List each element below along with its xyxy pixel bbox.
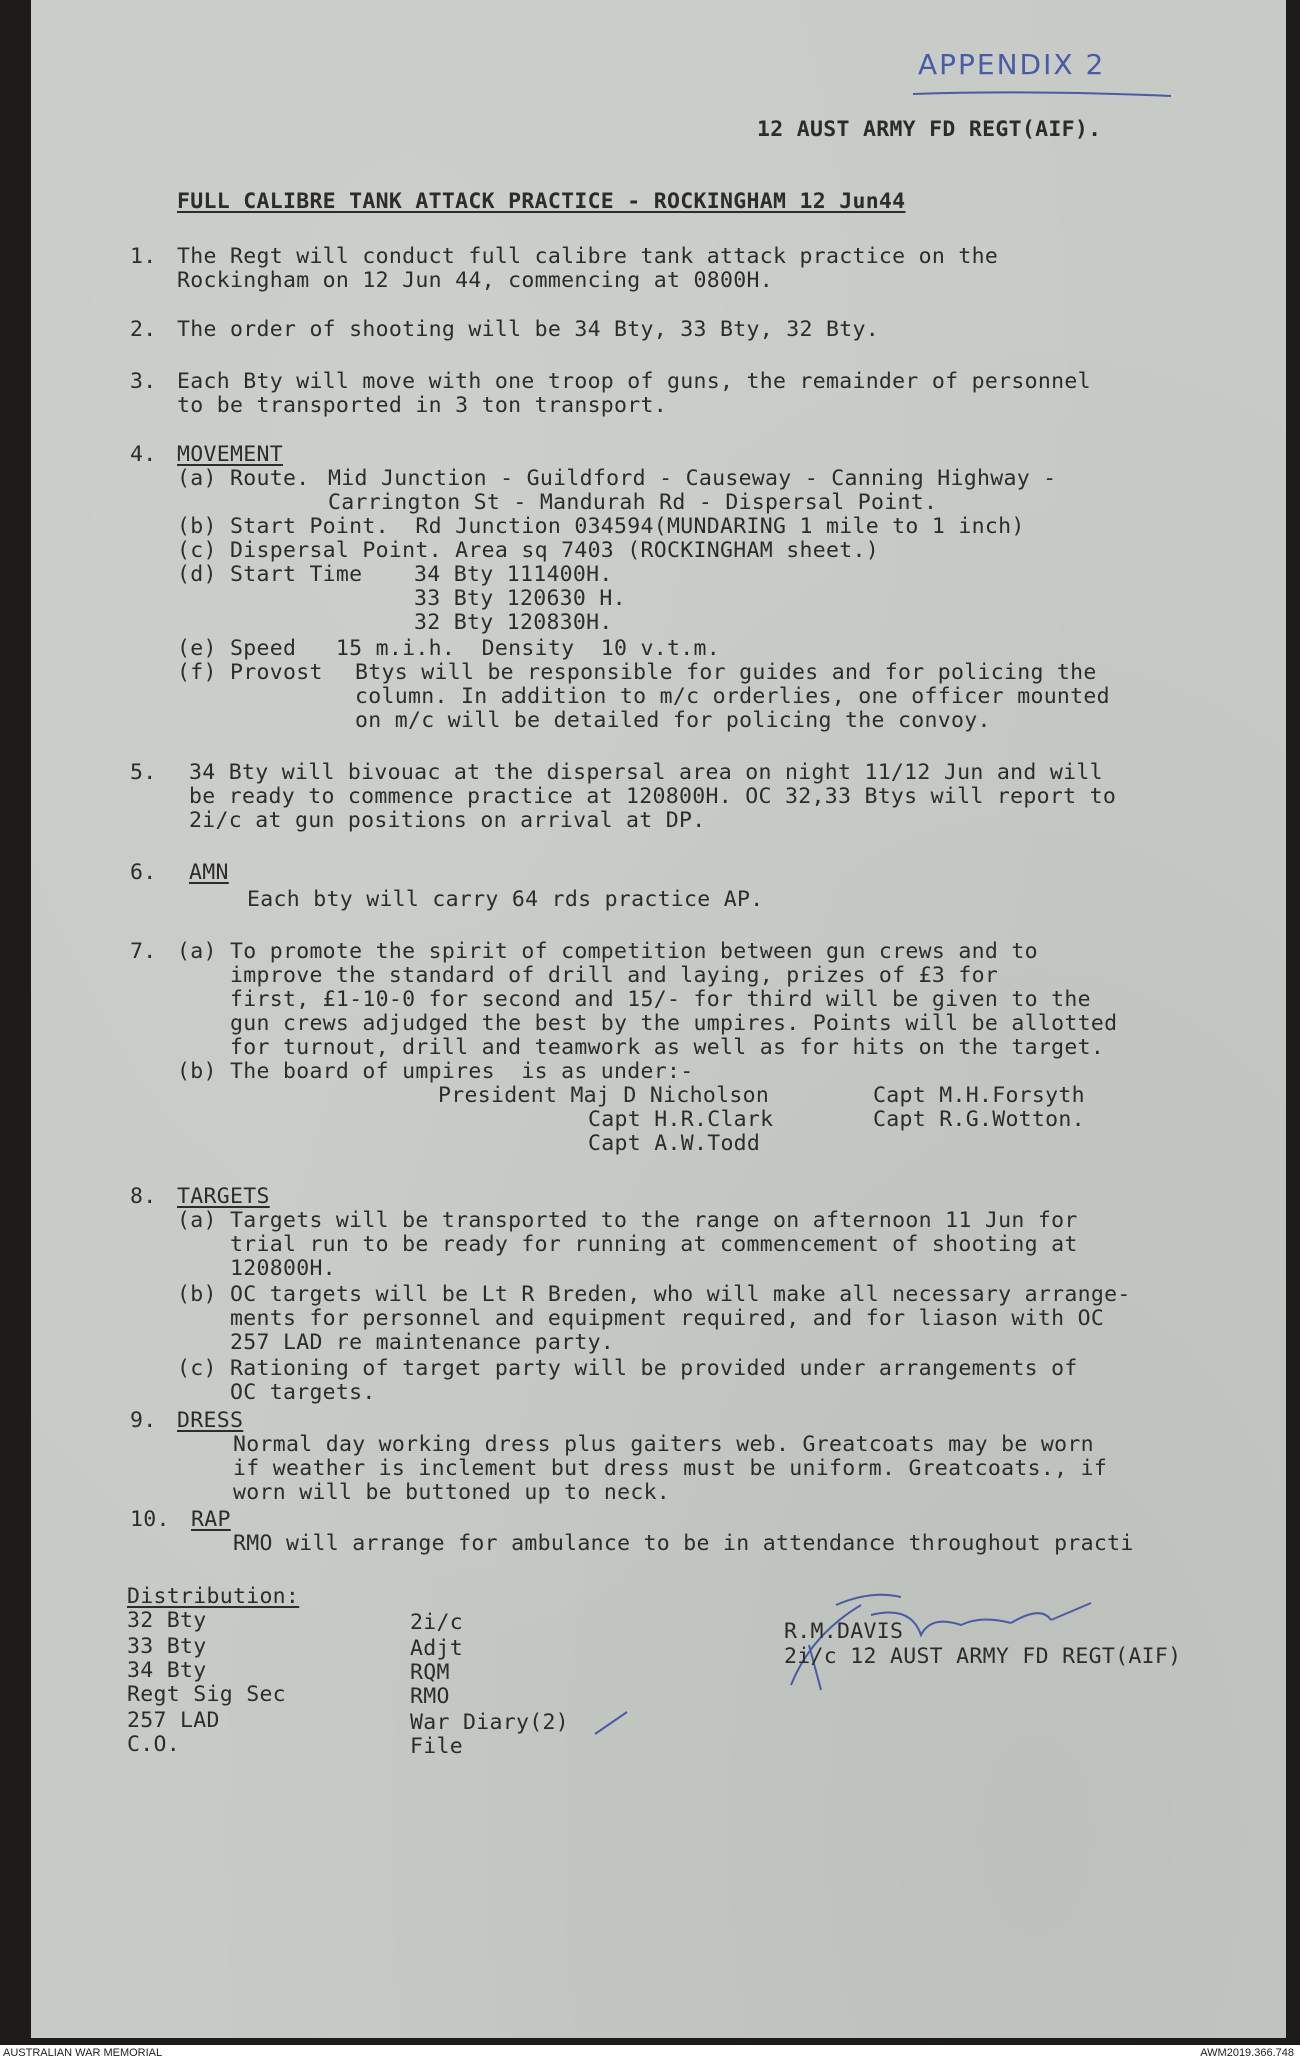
para-4-heading: MOVEMENT [177, 442, 283, 467]
provost-line-2: column. In addition to m/c orderlies, one officer mounted [355, 684, 1110, 709]
dist-right-6: File [410, 1734, 463, 1759]
provost-line-1: Btys will be responsible for guides and for policing the [355, 660, 1097, 685]
para-10-text: RMO will arrange for ambulance to be in attendance throughout practi [233, 1531, 1134, 1556]
signatory-name: R.M.DAVIS [784, 1619, 904, 1644]
para-7a-line-5: for turnout, drill and teamwork as well as for hits on the target. [177, 1035, 1105, 1060]
dist-left-4: Regt Sig Sec [127, 1682, 286, 1707]
para-9-line-1: Normal day working dress plus gaiters web. Greatcoats may be worn [233, 1432, 1094, 1457]
speed-density: (e) Speed 15 m.i.h. Density 10 v.t.m. [177, 636, 721, 661]
para-8-line-5: ments for personnel and equipment required, and for liason with OC [177, 1306, 1105, 1331]
para-7-number: 7. [130, 939, 157, 964]
para-10-number: 10. [130, 1507, 170, 1532]
tick-mark [591, 1708, 631, 1738]
para-8-line-2: trial run to be ready for running at commencement of shooting at [177, 1232, 1078, 1257]
appendix-label: APPENDIX 2 [918, 48, 1106, 81]
umpire-wotton: Capt R.G.Wotton. [873, 1107, 1085, 1132]
provost-label: (f) Provost [177, 660, 323, 685]
dist-left-6: C.O. [127, 1732, 180, 1757]
para-8-line-6: 257 LAD re maintenance party. [177, 1330, 615, 1355]
para-3-line-1: Each Bty will move with one troop of guns, the remainder of personnel [177, 369, 1091, 394]
dist-right-3: RQM [410, 1660, 450, 1685]
dist-left-5: 257 LAD [127, 1708, 220, 1733]
para-1-line-1: The Regt will conduct full calibre tank attack practice on the [177, 244, 999, 269]
para-9-number: 9. [130, 1408, 157, 1433]
route-line-1: Mid Junction - Guildford - Causeway - Canning Highway - [328, 466, 1057, 491]
para-8-line-4: (b) OC targets will be Lt R Breden, who will make all necessary arrange- [177, 1282, 1131, 1307]
para-7a-line-3: first, £1-10-0 for second and 15/- for third will be given to the [177, 987, 1091, 1012]
umpire-forsyth: Capt M.H.Forsyth [873, 1083, 1085, 1108]
para-8-line-8: OC targets. [177, 1380, 376, 1405]
provost-line-3: on m/c will be detailed for policing the convoy. [355, 708, 991, 733]
para-5-line-2: be ready to commence practice at 120800H. OC 32,33 Btys will report to [189, 784, 1117, 809]
para-6-number: 6. [130, 860, 157, 885]
para-8-heading: TARGETS [177, 1184, 270, 1209]
footer-archive-name: AUSTRALIAN WAR MEMORIAL [3, 2047, 163, 2059]
dispersal-point: (c) Dispersal Point. Area sq 7403 (ROCKINGHAM sheet.) [177, 538, 879, 563]
route-line-2: Carrington St - Mandurah Rd - Dispersal Point. [328, 490, 938, 515]
para-1-line-2: Rockingham on 12 Jun 44, commencing at 0800H. [177, 268, 773, 293]
dist-left-3: 34 Bty [127, 1658, 207, 1683]
dist-right-1: 2i/c [410, 1610, 463, 1635]
start-time-1: 34 Bty 111400H. [414, 562, 613, 587]
start-point: (b) Start Point. Rd Junction 034594(MUNDARING 1 mile to 1 inch) [177, 514, 1025, 539]
para-1-number: 1. [130, 244, 157, 269]
para-5-number: 5. [130, 760, 157, 785]
route-label: (a) Route. [177, 466, 310, 491]
para-6-text: Each bty will carry 64 rds practice AP. [247, 887, 764, 912]
umpire-clark: Capt H.R.Clark [588, 1107, 774, 1132]
dist-right-5: War Diary(2) [410, 1710, 569, 1735]
para-7b-line: (b) The board of umpires is as under:- [177, 1059, 694, 1084]
start-time-3: 32 Bty 120830H. [414, 610, 613, 635]
para-4-number: 4. [130, 442, 157, 467]
signatory-title: 2i/c 12 AUST ARMY FD REGT(AIF) [784, 1644, 1182, 1669]
para-3-line-2: to be transported in 3 ton transport. [177, 393, 668, 418]
dist-right-4: RMO [410, 1684, 450, 1709]
para-5-line-1: 34 Bty will bivouac at the dispersal area on night 11/12 Jun and will [189, 760, 1103, 785]
para-2-number: 2. [130, 317, 157, 342]
para-8-line-3: 120800H. [177, 1256, 336, 1281]
para-8-line-1: (a) Targets will be transported to the range on afternoon 11 Jun for [177, 1208, 1078, 1233]
dist-right-2: Adjt [410, 1636, 463, 1661]
para-6-heading: AMN [189, 860, 229, 885]
footer-accession-number: AWM2019.366.748 [1200, 2047, 1294, 2059]
document-page [31, 0, 1286, 2038]
para-9-heading: DRESS [177, 1408, 244, 1433]
start-time-label: (d) Start Time [177, 562, 363, 587]
para-7a-line-4: gun crews adjudged the best by the umpires. Points will be allotted [177, 1011, 1118, 1036]
document-title: FULL CALIBRE TANK ATTACK PRACTICE - ROCKINGHAM 12 Jun44 [177, 189, 906, 214]
umpire-president: President Maj D Nicholson [438, 1083, 770, 1108]
appendix-underline [911, 88, 1181, 102]
para-9-line-2: if weather is inclement but dress must be uniform. Greatcoats., if [233, 1456, 1108, 1481]
para-8-number: 8. [130, 1184, 157, 1209]
para-7a-line-1: (a) To promote the spirit of competition between gun crews and to [177, 939, 1038, 964]
para-8-line-7: (c) Rationing of target party will be provided under arrangements of [177, 1356, 1078, 1381]
unit-header: 12 AUST ARMY FD REGT(AIF). [757, 117, 1102, 142]
para-3-number: 3. [130, 369, 157, 394]
dist-left-1: 32 Bty [127, 1608, 207, 1633]
para-10-heading: RAP [191, 1507, 231, 1532]
distribution-heading: Distribution: [127, 1584, 300, 1609]
para-2-text: The order of shooting will be 34 Bty, 33 Bty, 32 Bty. [177, 317, 879, 342]
para-9-line-3: worn will be buttoned up to neck. [233, 1480, 671, 1505]
para-7a-line-2: improve the standard of drill and laying, prizes of £3 for [177, 963, 999, 988]
start-time-2: 33 Bty 120630 H. [414, 586, 626, 611]
para-5-line-3: 2i/c at gun positions on arrival at DP. [189, 808, 706, 833]
dist-left-2: 33 Bty [127, 1634, 207, 1659]
umpire-todd: Capt A.W.Todd [588, 1131, 761, 1156]
